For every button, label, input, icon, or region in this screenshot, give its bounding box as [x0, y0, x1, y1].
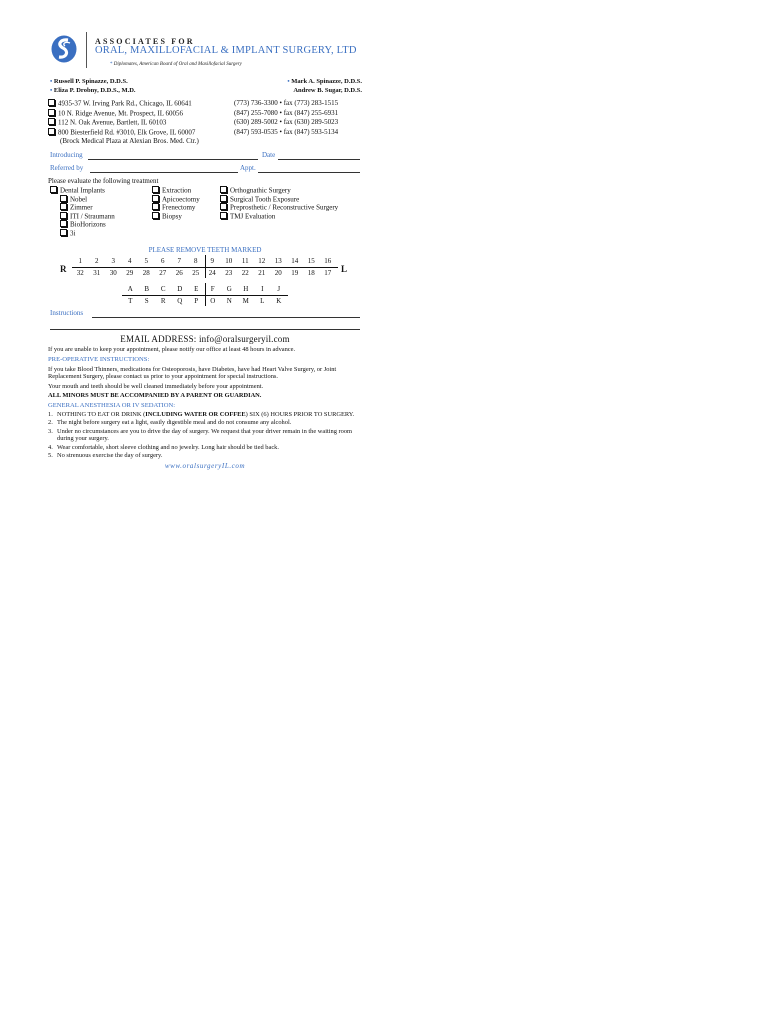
- office-address: 4935-37 W. Irving Park Rd., Chicago, IL 60641: [58, 99, 192, 108]
- office-address: 800 Biesterfield Rd. #3010, Elk Grove, IL 60007: [58, 128, 196, 136]
- checkbox-icon[interactable]: [220, 203, 227, 210]
- clean-text: Your mouth and teeth should be well cleaned immediately before your appointment.: [48, 382, 264, 390]
- introducing-line: [48, 151, 362, 163]
- doctor-name: Eliza P. Drobny, D.D.S., M.D.: [53, 87, 136, 94]
- office-row[interactable]: [48, 128, 362, 138]
- treatment-option[interactable]: Orthognathic Surgery: [220, 186, 338, 195]
- treatment-option[interactable]: TMJ Evaluation: [220, 212, 338, 221]
- tooth-25[interactable]: 25: [192, 269, 200, 277]
- tooth-10[interactable]: 10: [225, 257, 233, 265]
- anesthesia-list: [48, 411, 362, 459]
- tooth-Q[interactable]: Q: [177, 297, 183, 305]
- instructions-label: Instructions: [50, 309, 84, 317]
- tooth-24[interactable]: 24: [208, 269, 216, 277]
- tooth-2[interactable]: 2: [95, 257, 99, 265]
- tooth-1[interactable]: 1: [78, 257, 82, 265]
- tooth-22[interactable]: 22: [241, 269, 249, 277]
- right-side-label: R: [60, 264, 67, 274]
- tooth-J[interactable]: J: [277, 285, 281, 293]
- tooth-D[interactable]: D: [177, 285, 183, 293]
- tooth-11[interactable]: 11: [241, 257, 249, 265]
- doctor-name: Mark A. Spinazze, D.D.S.: [291, 78, 362, 85]
- tooth-12[interactable]: 12: [258, 257, 266, 265]
- treatment-option[interactable]: Zimmer: [50, 203, 115, 212]
- practice-logo-icon: [50, 34, 78, 64]
- checkbox-icon[interactable]: [152, 203, 159, 210]
- teeth-chart: [48, 255, 362, 307]
- checkbox-icon[interactable]: [48, 109, 55, 116]
- treatment-option[interactable]: Extraction: [152, 186, 200, 195]
- date-field[interactable]: [278, 151, 360, 160]
- doctor-left-2: [50, 86, 136, 95]
- doctor-list: [48, 77, 362, 97]
- checkbox-icon[interactable]: [220, 186, 227, 193]
- treatment-option[interactable]: BioHorizons: [50, 220, 115, 229]
- evaluate-heading: Please evaluate the following treatment: [48, 177, 159, 185]
- list-item: 5. No strenuous exercise the day of surgery.: [48, 452, 163, 459]
- primary-midline-divider: [205, 283, 206, 306]
- referred-line: [48, 164, 362, 176]
- upper-teeth-row: [72, 257, 336, 266]
- checkbox-icon[interactable]: [60, 212, 67, 219]
- treatment-option[interactable]: Nobel: [50, 195, 115, 204]
- treatment-option[interactable]: Apicoectomy: [152, 195, 200, 204]
- introducing-label: Introducing: [50, 151, 83, 159]
- bullet-icon: •: [50, 87, 53, 94]
- tooth-15[interactable]: 15: [307, 257, 315, 265]
- office-list: [48, 99, 362, 146]
- letterhead: [48, 28, 362, 72]
- treatment-column-1: [50, 186, 115, 238]
- tooth-30[interactable]: 30: [109, 269, 117, 277]
- tooth-T[interactable]: T: [128, 297, 133, 305]
- minors-notice: ALL MINORS MUST BE ACCOMPANIED BY A PARENT OR GUARDIAN.: [48, 392, 262, 400]
- preop-text: If you take Blood Thinners, medications for Osteoporosis, have Diabetes, have had Heart Valve Surgery, or Joint Replacement Surgery, please contact us prior to your appointment for special instructions.: [48, 365, 337, 381]
- list-item: 1. NOTHING TO EAT OR DRINK (INCLUDING WATER OR COFFEE) SIX (6) HOURS PRIOR TO SURGERY.: [48, 410, 355, 418]
- tooth-O[interactable]: O: [210, 297, 216, 305]
- tooth-9[interactable]: 9: [210, 257, 214, 265]
- associates-heading: ASSOCIATES FOR: [95, 37, 195, 46]
- office-phone: (773) 736-3300 • fax (773) 283-1515: [234, 99, 339, 107]
- lower-teeth-row: [72, 269, 336, 278]
- bullet-icon: •: [50, 78, 53, 85]
- doctor-right-2: [293, 86, 362, 95]
- office-address: 10 N. Ridge Avenue, Mt. Prospect, IL 60056: [58, 109, 184, 117]
- referred-by-label: Referred by: [50, 164, 84, 172]
- checkbox-icon[interactable]: [152, 195, 159, 202]
- treatment-column-3: [220, 186, 338, 220]
- instructions-block: [48, 309, 362, 331]
- list-item: 3. Under no circumstances are you to drive the day of surgery. We request that your driver remain in the waiting room during your surgery.: [48, 427, 353, 443]
- date-label: Date: [262, 151, 276, 159]
- office-note: (Brock Medical Plaza at Alexian Bros. Med. Ctr.): [60, 137, 199, 145]
- tooth-I[interactable]: I: [261, 285, 264, 293]
- office-row[interactable]: [48, 118, 362, 128]
- treatment-option[interactable]: ITI / Straumann: [50, 212, 115, 221]
- tooth-A[interactable]: A: [127, 285, 133, 293]
- tooth-B[interactable]: B: [144, 285, 150, 293]
- tooth-M[interactable]: M: [242, 297, 249, 305]
- doctor-right-1: [287, 77, 362, 86]
- checkbox-icon[interactable]: [60, 195, 67, 202]
- tooth-13[interactable]: 13: [274, 257, 282, 265]
- treatment-option[interactable]: 3i: [50, 229, 115, 238]
- website-link[interactable]: www.oralsurgeryIL.com: [164, 462, 246, 471]
- checkbox-icon[interactable]: [152, 212, 159, 219]
- left-side-label: L: [341, 264, 348, 274]
- tooth-5[interactable]: 5: [144, 257, 148, 265]
- tooth-S[interactable]: S: [144, 297, 149, 305]
- treatment-options: [48, 186, 362, 244]
- instructions-field-2[interactable]: [50, 321, 360, 330]
- tooth-4[interactable]: 4: [128, 257, 132, 265]
- firm-name: ORAL, MAXILLOFACIAL & IMPLANT SURGERY, LTD: [95, 45, 357, 56]
- bullet-icon: •: [287, 78, 290, 85]
- doctor-left-1: [50, 77, 128, 86]
- teeth-chart-title: PLEASE REMOVE TEETH MARKED: [148, 246, 262, 254]
- tooth-28[interactable]: 28: [142, 269, 150, 277]
- office-address: 112 N. Oak Avenue, Bartlett, IL 60103: [58, 118, 167, 127]
- tooth-26[interactable]: 26: [175, 269, 183, 277]
- treatment-option[interactable]: Preprosthetic / Reconstructive Surgery: [220, 203, 338, 212]
- tooth-H[interactable]: H: [243, 285, 249, 293]
- treatment-option[interactable]: Dental Implants: [50, 186, 115, 195]
- list-item: 4. Wear comfortable, short sleeve clothing and no jewelry. Long hair should be tied back.: [48, 443, 279, 451]
- treatment-option[interactable]: Frenectomy: [152, 203, 200, 212]
- checkbox-icon[interactable]: [60, 203, 67, 210]
- appt-field[interactable]: [258, 164, 360, 173]
- anesthesia-heading: GENERAL ANESTHESIA OR IV SEDATION:: [48, 401, 176, 409]
- diplomates-note: [110, 60, 242, 69]
- tooth-K[interactable]: K: [276, 297, 282, 305]
- star-marker: *: [110, 62, 113, 67]
- office-row[interactable]: [48, 99, 362, 109]
- office-phone: (847) 593-0535 • fax (847) 593-5134: [234, 127, 339, 136]
- tooth-N[interactable]: N: [226, 297, 232, 305]
- diplomates-text: Diplomates, American Board of Oral and Maxillofacial Surgery: [113, 62, 242, 67]
- tooth-18[interactable]: 18: [307, 269, 315, 277]
- appt-label: Appt.: [240, 164, 256, 172]
- tooth-7[interactable]: 7: [177, 257, 181, 265]
- list-item: 2. The night before surgery eat a light, easily digestible meal and do not consume any alcohol.: [48, 419, 292, 427]
- checkbox-icon[interactable]: [60, 229, 67, 236]
- checkbox-icon[interactable]: [48, 128, 55, 135]
- doctor-name: Russell P. Spinazze, D.D.S.: [53, 78, 128, 85]
- referral-form: [48, 28, 362, 471]
- checkbox-icon[interactable]: [50, 186, 57, 193]
- instructions-field[interactable]: [92, 309, 360, 318]
- tooth-6[interactable]: 6: [161, 257, 165, 265]
- tooth-F[interactable]: F: [210, 285, 215, 293]
- tooth-P[interactable]: P: [194, 297, 199, 305]
- treatment-column-2: [152, 186, 200, 220]
- office-phone: (630) 289-5002 • fax (630) 289-5023: [234, 118, 339, 126]
- office-row[interactable]: [48, 109, 362, 119]
- checkbox-icon[interactable]: [220, 195, 227, 202]
- tooth-G[interactable]: G: [226, 285, 232, 293]
- tooth-14[interactable]: 14: [291, 257, 299, 265]
- preop-heading: PRE-OPERATIVE INSTRUCTIONS:: [48, 355, 150, 363]
- tooth-L[interactable]: L: [260, 297, 265, 305]
- appointment-notice: If you are unable to keep your appointment, please notify our office at least 48 hours in advance.: [48, 346, 296, 353]
- tooth-27[interactable]: 27: [159, 269, 167, 277]
- referred-by-field[interactable]: [90, 164, 238, 173]
- checkbox-icon[interactable]: [60, 220, 67, 227]
- tooth-31[interactable]: 31: [93, 269, 101, 277]
- tooth-29[interactable]: 29: [126, 269, 134, 277]
- tooth-23[interactable]: 23: [225, 269, 233, 277]
- checkbox-icon[interactable]: [48, 118, 55, 125]
- treatment-option[interactable]: Surgical Tooth Exposure: [220, 195, 338, 204]
- tooth-R[interactable]: R: [160, 297, 166, 305]
- tooth-E[interactable]: E: [194, 285, 199, 293]
- tooth-17[interactable]: 17: [324, 269, 332, 277]
- tooth-8[interactable]: 8: [194, 257, 198, 265]
- treatment-option[interactable]: Biopsy: [152, 212, 200, 221]
- tooth-19[interactable]: 19: [291, 269, 299, 277]
- header-divider: [86, 32, 87, 68]
- checkbox-icon[interactable]: [152, 186, 159, 193]
- tooth-16[interactable]: 16: [324, 257, 332, 265]
- tooth-21[interactable]: 21: [258, 269, 266, 277]
- tooth-3[interactable]: 3: [111, 257, 115, 265]
- email-address[interactable]: EMAIL ADDRESS: info@oralsurgeryil.com: [120, 334, 290, 344]
- checkbox-icon[interactable]: [48, 99, 55, 106]
- introducing-field[interactable]: [88, 151, 258, 160]
- midline-divider: [205, 255, 206, 278]
- tooth-32[interactable]: 32: [76, 269, 84, 277]
- checkbox-icon[interactable]: [220, 212, 227, 219]
- office-phone: (847) 255-7080 • fax (847) 255-6931: [234, 108, 339, 117]
- doctor-name: Andrew B. Sugar, D.D.S.: [293, 87, 362, 94]
- tooth-C[interactable]: C: [160, 285, 166, 293]
- tooth-20[interactable]: 20: [274, 269, 282, 277]
